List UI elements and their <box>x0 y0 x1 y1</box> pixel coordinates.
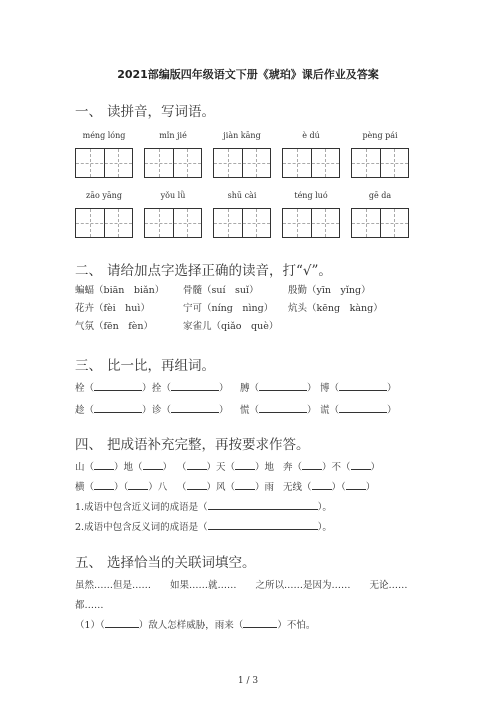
answer-blank[interactable] <box>128 480 148 490</box>
answer-blank[interactable] <box>94 381 142 391</box>
word-compare-item: 趁（ ） <box>75 405 152 416</box>
writing-grid[interactable] <box>75 148 133 178</box>
idiom-item <box>177 459 283 473</box>
section-number: 一、 <box>75 104 102 120</box>
idiom-part: 无线（ <box>283 482 312 493</box>
pronunciation-item[interactable]: 骨髓（suí suǐ） <box>183 285 259 296</box>
section-text: 比一比，再组词。 <box>107 358 215 374</box>
section-number: 二、 <box>75 263 102 279</box>
pronunciation-line-3 <box>75 318 278 332</box>
pronunciation-line-2 <box>75 300 383 314</box>
pronunciation-item[interactable]: 炕头（kēng kàng） <box>288 303 383 314</box>
pronunciation-item[interactable]: 气氛（fēn fèn） <box>75 321 154 332</box>
word-compare-item: 诊（ ） <box>152 405 229 416</box>
pinyin: téng luó <box>294 191 328 200</box>
writing-grid[interactable] <box>282 148 340 178</box>
writing-grid[interactable] <box>75 208 133 238</box>
idiom-part: ）风（ <box>206 482 236 493</box>
idiom-question-1 <box>75 499 332 513</box>
idiom-part: ） <box>370 462 381 473</box>
idiom-part: 山（ <box>75 462 95 473</box>
word-compare-item: 博（ ） <box>320 383 397 394</box>
writing-grid[interactable] <box>213 148 271 178</box>
section-text: 把成语补充完整，再按要求作答。 <box>107 437 310 453</box>
idiom-part: ）地（ <box>114 462 143 473</box>
char: 诊 <box>152 405 162 416</box>
question-text: ）不怕。 <box>277 620 316 631</box>
writing-grid[interactable] <box>282 208 340 238</box>
section-text: 读拼音，写词语。 <box>107 104 215 120</box>
idiom-part: （ <box>177 462 187 473</box>
answer-blank[interactable] <box>346 480 366 490</box>
idiom-item <box>283 479 375 493</box>
answer-blank[interactable] <box>187 480 207 490</box>
pinyin: méng lóng <box>82 131 126 140</box>
conjunction-question-1 <box>75 617 315 631</box>
answer-blank[interactable] <box>339 403 387 413</box>
section-5-heading <box>75 551 256 571</box>
pronunciation-item[interactable]: 殷勤（yīn yǐng） <box>288 285 371 296</box>
writing-grid[interactable] <box>144 208 202 238</box>
idiom-part: ） <box>162 462 173 473</box>
answer-blank[interactable] <box>235 460 255 470</box>
idiom-item <box>283 459 380 473</box>
idiom-item <box>75 459 177 473</box>
answer-blank[interactable] <box>143 460 163 470</box>
section-2-heading <box>75 259 332 279</box>
pinyin: è dú <box>302 131 320 140</box>
char: 拴 <box>152 383 162 394</box>
char: 栓 <box>75 383 85 394</box>
pronunciation-item[interactable]: 宁可（níng nìng） <box>183 303 274 314</box>
pinyin: zāo yāng <box>86 191 122 200</box>
idiom-line-1 <box>75 459 380 473</box>
section-1-heading <box>75 100 215 120</box>
answer-blank[interactable] <box>302 460 322 470</box>
pinyin: jiàn kāng <box>223 131 261 140</box>
word-compare-item: 谎（ ） <box>320 405 397 416</box>
pronunciation-item[interactable]: 花卉（fèi huì） <box>75 303 150 314</box>
pinyin: mǐn jié <box>159 131 187 140</box>
answer-blank[interactable] <box>339 381 387 391</box>
section-number: 三、 <box>75 358 102 374</box>
word-compare-item: 栓（ ） <box>75 383 152 394</box>
idiom-item <box>75 479 177 493</box>
char: 趁 <box>75 405 85 416</box>
question-text: 2.成语中包含反义词的成语是（ <box>75 522 208 533</box>
pinyin: gē da <box>368 191 392 200</box>
word-compare-item: 膊（ ） <box>240 383 317 394</box>
answer-blank[interactable] <box>259 381 307 391</box>
idiom-part: ）（ <box>331 482 346 493</box>
answer-blank[interactable] <box>94 480 114 490</box>
word-compare-line-1 <box>75 380 397 394</box>
writing-grid[interactable] <box>351 208 409 238</box>
idiom-line-2 <box>75 479 375 493</box>
question-text: 1.成语中包含近义词的成语是（ <box>75 502 208 513</box>
idiom-part: ） <box>365 482 376 493</box>
question-text: ）敌人怎样威胁，雨来（ <box>138 620 244 631</box>
writing-grid[interactable] <box>213 208 271 238</box>
word-compare-line-2 <box>75 402 397 416</box>
section-text: 请给加点字选择正确的读音，打“√”。 <box>107 263 332 279</box>
idiom-part: 横（ <box>75 482 95 493</box>
idiom-part: ）雨 <box>255 482 275 493</box>
word-compare-item: 慌（ ） <box>240 405 317 416</box>
idiom-part: ）地 <box>255 462 275 473</box>
char: 博 <box>320 383 330 394</box>
idiom-part: ）不（ <box>322 462 351 473</box>
answer-blank[interactable] <box>243 618 277 628</box>
answer-blank[interactable] <box>94 460 114 470</box>
idiom-part: ）八 <box>148 482 168 493</box>
idiom-item <box>177 479 283 493</box>
pinyin: yǒu lǜ <box>160 191 186 200</box>
answer-blank[interactable] <box>187 460 207 470</box>
question-end: ）。 <box>317 502 332 513</box>
idiom-part: （ <box>177 482 187 493</box>
answer-blank[interactable] <box>208 500 318 510</box>
pronunciation-item[interactable]: 家雀儿（qiǎo què） <box>183 321 279 332</box>
answer-blank[interactable] <box>208 520 318 530</box>
conjunction-options-cont: 都…… <box>75 600 104 611</box>
section-4-heading <box>75 433 310 453</box>
section-number: 五、 <box>75 555 102 571</box>
idiom-part: ）（ <box>114 482 129 493</box>
writing-grid[interactable] <box>144 148 202 178</box>
char: 膊 <box>240 383 250 394</box>
page-number: 1 / 3 <box>237 676 259 686</box>
word-compare-item: 拴（ ） <box>152 383 229 394</box>
answer-blank[interactable] <box>105 618 139 628</box>
idiom-part: 奔（ <box>283 462 303 473</box>
document-title: 2021部编版四年级语文下册《琥珀》课后作业及答案 <box>117 68 379 81</box>
char: 慌 <box>240 405 250 416</box>
answer-blank[interactable] <box>351 460 371 470</box>
section-text: 选择恰当的关联词填空。 <box>107 555 256 571</box>
pinyin: pèng pái <box>362 131 398 140</box>
char: 谎 <box>320 405 330 416</box>
answer-blank[interactable] <box>94 403 142 413</box>
answer-blank[interactable] <box>235 480 255 490</box>
answer-blank[interactable] <box>312 480 332 490</box>
answer-blank[interactable] <box>259 403 307 413</box>
idiom-part: ）天（ <box>206 462 236 473</box>
section-number: 四、 <box>75 437 102 453</box>
question-end: ）。 <box>317 522 332 533</box>
idiom-question-2 <box>75 519 332 533</box>
pronunciation-item[interactable]: 蝙蝠（biān biǎn） <box>75 285 165 296</box>
pinyin: shū cài <box>227 191 257 200</box>
conjunction-options: 虽然……但是…… 如果……就…… 之所以……是因为…… 无论…… <box>75 580 408 591</box>
pronunciation-line-1 <box>75 282 371 296</box>
answer-blank[interactable] <box>171 403 219 413</box>
section-3-heading <box>75 354 215 374</box>
question-text: （1）（ <box>75 620 105 631</box>
writing-grid[interactable] <box>351 148 409 178</box>
answer-blank[interactable] <box>171 381 219 391</box>
